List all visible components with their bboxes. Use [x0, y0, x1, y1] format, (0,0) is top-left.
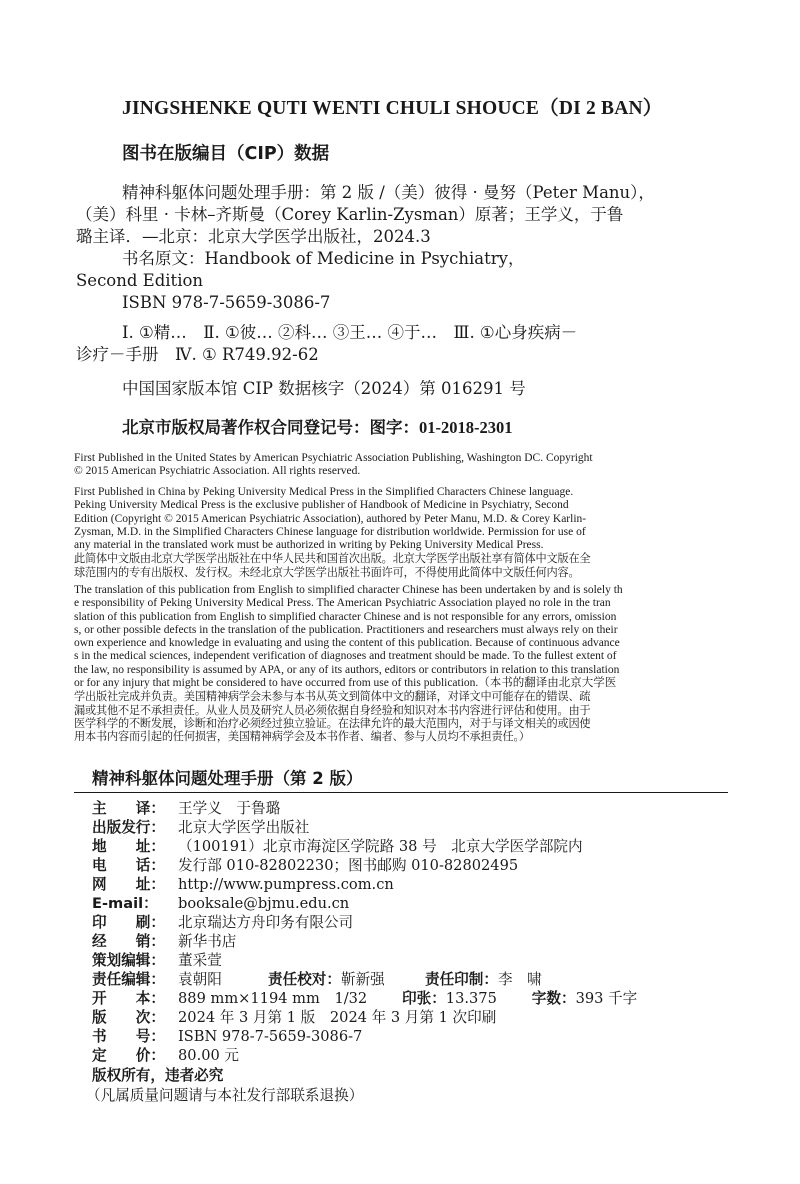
website-link[interactable]: http://www.pumpress.com.cn [178, 876, 394, 893]
translator-row [92, 799, 280, 818]
isbn-value: ISBN 978-7-5659-3086-7 [178, 1028, 363, 1045]
text-line: 用本书内容而引起的任何损害，美国精神病学会及本书作者、编者、参与人员均不承担责任。） [74, 730, 530, 744]
text-line: own experience and knowledge in evaluating and using the content of this publication. Because of continuous advance [74, 637, 620, 650]
text-line: 漏或其他不足不承担责任。从业人员及研究人员必须依据自身经验和知识对本书内容进行评估和使用。由于 [74, 703, 591, 717]
proof-value: 靳新强 [340, 971, 385, 988]
editor-label: 责任编辑： [92, 971, 165, 988]
sheets-label: 印张： [402, 990, 446, 1007]
responsible-row [92, 970, 542, 989]
print-manager-value: 李 啸 [497, 971, 542, 988]
text-line: or for any injury that might be considered to have occurred from use of this publication.（本书的翻译由北京大学医 [74, 677, 617, 690]
cip-line: （美）科里 · 卡林–齐斯曼（Corey Karlin-Zysman）原著；王学义，于鲁 [76, 205, 624, 224]
translation-disclaimer [74, 584, 728, 744]
text-line: s in the medical sciences, independent verification of diagnoses and treatment should be made. To the fullest extent of [74, 650, 617, 663]
cip-line: 书名原文：Handbook of Medicine in Psychiatry， [122, 249, 525, 268]
returns-notice: （凡属质量问题请与本社发行部联系退换） [86, 1087, 364, 1104]
cip-classification: Ⅰ. ①精… Ⅱ. ①彼… ②科… ③王… ④于… Ⅲ. ①心身疾病－ [122, 323, 578, 342]
publisher-row [92, 818, 309, 837]
format-label: 开 本： [92, 990, 165, 1007]
printer-row [92, 913, 353, 932]
edition-value: 2024 年 3 月第 1 版 2024 年 3 月第 1 次印刷 [178, 1009, 497, 1026]
sheets-value: 13.375 [445, 990, 497, 1007]
address-value: （100191）北京市海淀区学院路 38 号 北京大学医学部院内 [178, 838, 583, 855]
edition-row [92, 1008, 496, 1027]
price-label: 定 价： [92, 1047, 165, 1064]
translator-value: 王学义 于鲁璐 [178, 800, 281, 817]
isbn-label: 书 号： [92, 1028, 165, 1045]
text-line: Edition (Copyright © 2015 American Psychiatric Association), authored by Peter Manu, M.D. & Corey Karlin- [74, 512, 587, 525]
china-copyright [74, 486, 728, 579]
address-label: 地 址： [92, 838, 165, 855]
words-value: 393 千字 [575, 990, 638, 1007]
proof-label: 责任校对： [268, 971, 341, 988]
format-row [92, 989, 637, 1008]
publisher-label: 出版发行： [92, 819, 165, 836]
divider [74, 792, 728, 793]
email-row [92, 894, 349, 913]
distributor-label: 经 销： [92, 933, 165, 950]
text-line: s, or other possible defects in the translation of the publication. Practitioners and researchers must always rely on their [74, 623, 618, 636]
text-line: slation of this publication from English to simplified character Chinese and is not responsible for any errors, omission [74, 610, 617, 623]
isbn-row [92, 1027, 362, 1046]
distributor-value: 新华书店 [178, 933, 237, 950]
text-line: First Published in the United States by American Psychiatric Association Publishing, Washington DC. Copyright [74, 452, 593, 464]
translator-label: 主 译： [92, 800, 165, 817]
cip-heading: 图书在版编目（CIP）数据 [122, 144, 330, 164]
phone-value: 发行部 010-82802230；图书邮购 010-82802495 [178, 857, 519, 874]
address-row [92, 837, 583, 856]
printer-value: 北京瑞达方舟印务有限公司 [178, 914, 354, 931]
email-label: E-mail： [92, 895, 158, 912]
phone-label: 电 话： [92, 857, 165, 874]
text-line: 医学科学的不断发展，诊断和治疗必须经过独立验证。在法律允许的最大范围内，对于与译文相关的或因使 [74, 716, 591, 730]
rights-notice: 版权所有，违者必究 [92, 1067, 224, 1084]
phone-row [92, 856, 518, 875]
copyright-registration [122, 414, 513, 438]
us-copyright [74, 452, 728, 479]
text-line: the law, no responsibility is assumed by APA, or any of its authors, editors or contributors in relation to this translation [74, 663, 620, 676]
text-line: any material in the translated work must be authorized in writing by Peking University Medical Press. [74, 539, 544, 552]
cip-number: 中国国家版本馆 CIP 数据核字（2024）第 016291 号 [122, 379, 526, 398]
words-label: 字数： [531, 990, 576, 1007]
registration-label: 北京市版权局著作权合同登记号：图字： [122, 418, 419, 437]
planner-label: 策划编辑： [92, 952, 165, 969]
cip-isbn: ISBN 978-7-5659-3086-7 [122, 293, 331, 312]
text-line: First Published in China by Peking University Medical Press in the Simplified Characters Chinese language. [74, 486, 574, 498]
text-line: 球范围内的专有出版权、发行权。未经北京大学医学出版社书面许可，不得使用此简体中文版任何内容。 [74, 565, 580, 579]
planner-row [92, 951, 222, 970]
website-row [92, 875, 394, 894]
text-line: The translation of this publication from English to simplified character Chinese has been undertaken by and is solely th [74, 584, 623, 596]
printer-label: 印 刷： [92, 914, 165, 931]
text-line: Zysman, M.D. in the Simplified Characters Chinese language for distribution worldwide. Permission for use of [74, 525, 586, 538]
text-line: e responsibility of Peking University Medical Press. The American Psychiatric Association played no role in the tran [74, 597, 611, 610]
text-line: Peking University Medical Press is the exclusive publisher of Handbook of Medicine in Psychiatry, Second [74, 499, 569, 512]
cip-classification: 诊疗－手册 Ⅳ. ① R749.92-62 [76, 345, 319, 364]
cip-line: Second Edition [76, 271, 204, 290]
price-row [92, 1046, 239, 1065]
pinyin-title: JINGSHENKE QUTI WENTI CHULI SHOUCE（DI 2 BAN） [122, 98, 663, 119]
cip-line: 精神科躯体问题处理手册：第 2 版 /（美）彼得 · 曼努（Peter Manu）， [122, 183, 655, 202]
distributor-row [92, 932, 236, 951]
price-value: 80.00 元 [178, 1047, 240, 1064]
text-line: 此简体中文版由北京大学医学出版社在中华人民共和国首次出版。北京大学医学出版社享有简体中文版在全 [74, 552, 591, 566]
email-link[interactable]: booksale@bjmu.edu.cn [178, 895, 350, 912]
editor-value: 袁朝阳 [178, 971, 222, 988]
text-line: 学出版社完成并负责。美国精神病学会未参与本书从英文到简体中文的翻译，对译文中可能存在的错误、疏 [74, 690, 591, 704]
book-title: 精神科躯体问题处理手册（第 2 版） [92, 769, 363, 788]
cip-line: 璐主译．—北京：北京大学医学出版社，2024.3 [76, 227, 431, 246]
registration-number: 01-2018-2301 [419, 418, 513, 437]
publisher-value: 北京大学医学出版社 [178, 819, 310, 836]
website-label: 网 址： [92, 876, 165, 893]
text-line: © 2015 American Psychiatric Association. All rights reserved. [74, 465, 361, 478]
planner-value: 董采萱 [178, 952, 222, 969]
print-manager-label: 责任印制： [424, 971, 498, 988]
edition-label: 版 次： [92, 1009, 165, 1026]
format-value: 889 mm×1194 mm 1/32 [178, 990, 368, 1007]
